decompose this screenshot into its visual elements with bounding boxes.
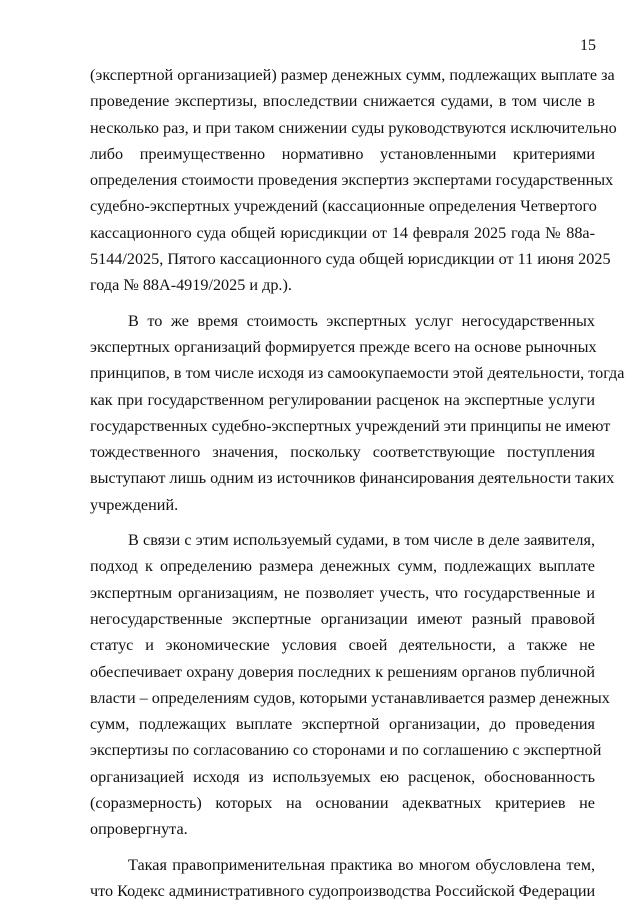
text-line: тождественного значения, поскольку соответствующие поступления (90, 443, 595, 462)
text-line: власти – определениям судов, которыми устанавливается размер денежных (90, 688, 610, 707)
text-line: года № 88А-4919/2025 и др.). (90, 276, 292, 295)
text-line: 5144/2025, Пятого кассационного суда общей юрисдикции от 11 июня 2025 (90, 250, 611, 269)
text-line: В связи с этим используемый судами, в том числе в деле заявителя, (128, 531, 595, 550)
text-line: экспертных организаций формируется прежде всего на основе рыночных (90, 337, 597, 356)
text-line: учреждений. (90, 495, 179, 514)
text-line: (соразмерность) которых на основании адекватных критериев не (90, 794, 595, 813)
text-line: кассационного суда общей юрисдикции от 14 февраля 2025 года № 88а- (90, 223, 595, 242)
paragraph-4 (90, 852, 595, 905)
text-line: экспертным организациям, не позволяет учесть, что государственные и (90, 583, 595, 602)
paragraph-2 (90, 308, 625, 518)
text-line: что Кодекс административного судопроизводства Российской Федерации (90, 881, 596, 900)
text-line: принципов, в том числе исходя из самоокупаемости этой деятельности, тогда (90, 364, 625, 383)
text-line: несколько раз, и при таком снижении суды руководствуются исключительно (90, 118, 617, 137)
text-line: опровергнута. (90, 820, 188, 839)
paragraph-3 (90, 527, 610, 843)
text-line: обеспечивает охрану доверия последних к решениям органов публичной (90, 662, 595, 681)
text-line: проведение экспертизы, впоследствии снижается судами, в том числе в (90, 92, 595, 111)
text-line: негосударственные экспертные организации имеют разный правовой (90, 609, 595, 628)
text-line: подход к определению размера денежных сумм, подлежащих выплате (90, 557, 595, 576)
text-line: экспертизы по согласованию со сторонами и по соглашению с экспертной (90, 741, 602, 760)
text-line: определения стоимости проведения экспертиз экспертами государственных (90, 171, 614, 190)
text-line: государственных судебно-экспертных учреждений эти принципы не имеют (90, 416, 611, 435)
text-line: организацией исходя из используемых ею расценок, обоснованность (90, 767, 595, 786)
text-line: В то же время стоимость экспертных услуг негосударственных (128, 311, 595, 330)
text-line: выступают лишь одним из источников финансирования деятельности таких (90, 469, 615, 488)
text-line: Такая правоприменительная практика во многом обусловлена тем, (128, 855, 595, 874)
text-line: либо преимущественно нормативно установленными критериями (90, 144, 595, 163)
page-number: 15 (580, 37, 596, 54)
text-line: сумм, подлежащих выплате экспертной организации, до проведения (90, 715, 595, 734)
document-body (90, 62, 625, 904)
text-line: (экспертной организацией) размер денежных сумм, подлежащих выплате за (90, 66, 615, 84)
paragraph-1 (90, 62, 617, 299)
text-line: как при государственном регулировании расценок на экспертные услуги (90, 390, 595, 409)
text-line: судебно-экспертных учреждений (кассационные определения Четвертого (90, 197, 597, 216)
text-line: статус и экономические условия своей деятельности, а также не (90, 636, 595, 655)
